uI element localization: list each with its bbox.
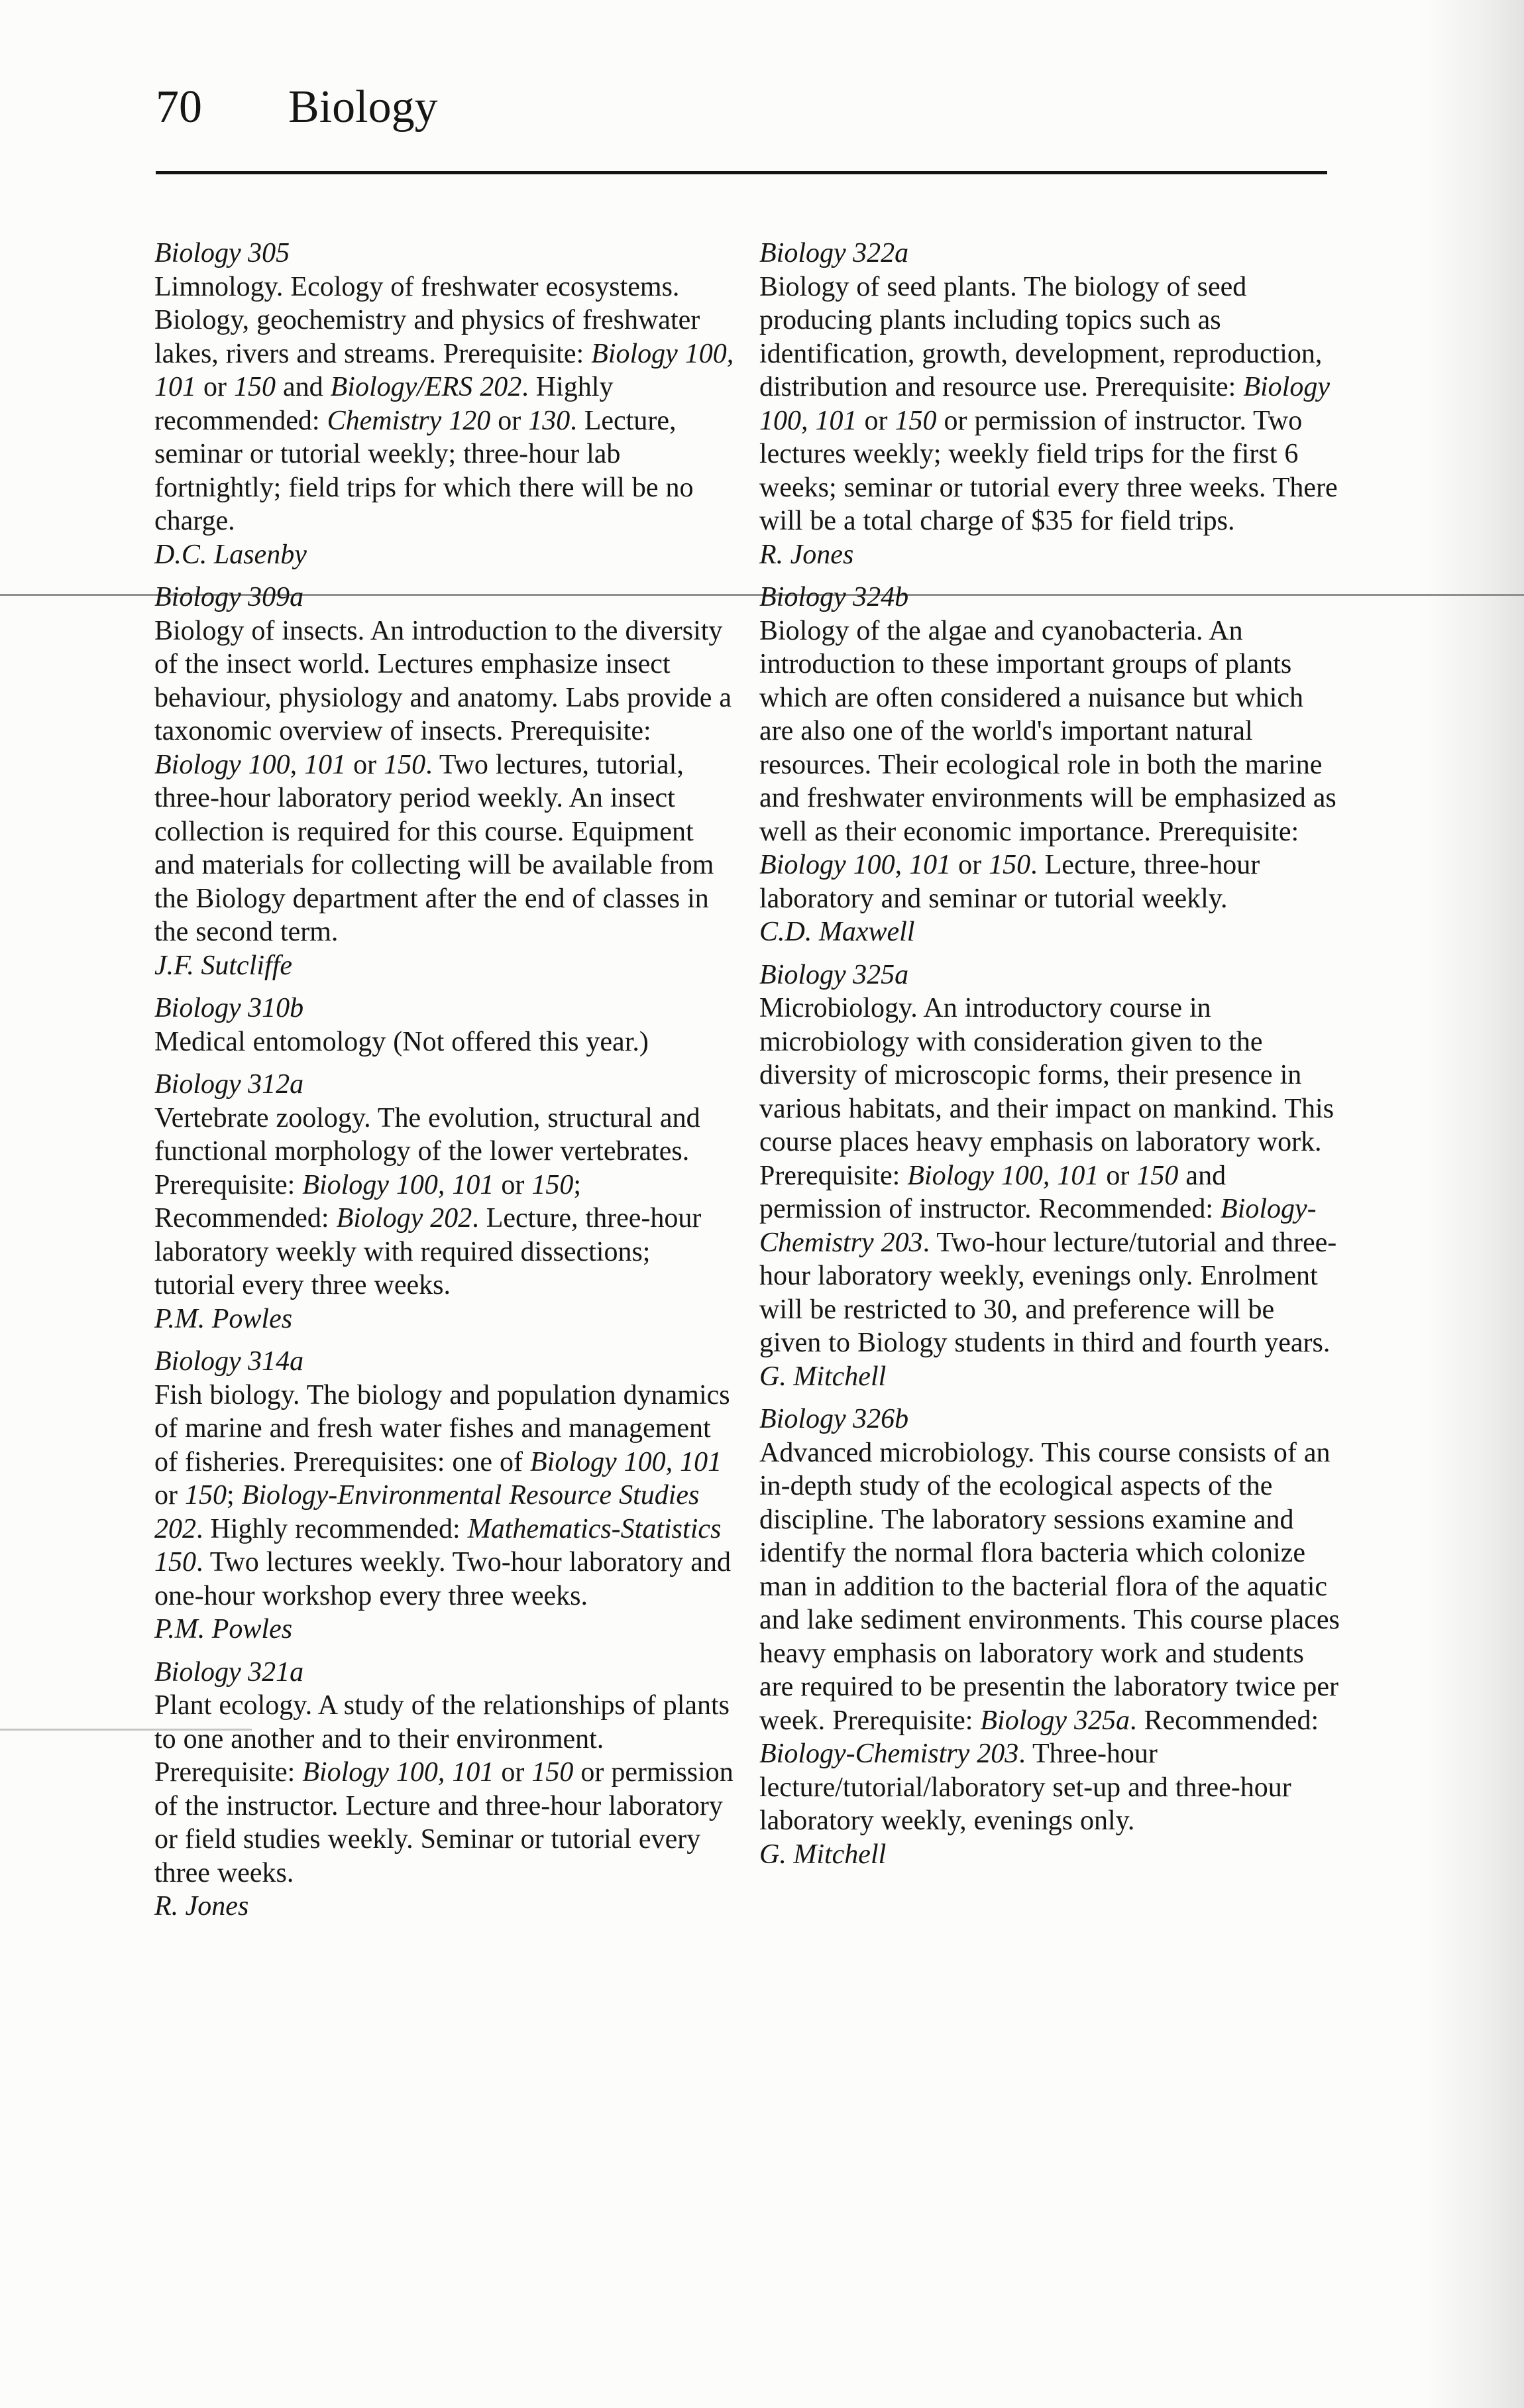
description-text: or: [346, 749, 384, 780]
description-text: . Two lectures, tutorial, three-hour laboratory period weekly. An insect collection is required for this course. Equipment and materials for collecting will be available from the Biology department after the end of classes in the second term.: [154, 749, 714, 947]
description-text: or permission of instructor. Two lectures weekly; weekly field trips for the first 6 weeks; seminar or tutorial every three weeks. There will be a total charge of $35 for field trips.: [759, 405, 1338, 536]
course-reference: Biology 100, 101: [302, 1169, 494, 1200]
description-text: Biology of insects. An introduction to the diversity of the insect world. Lectures emphasize insect behaviour, physiology and anatomy. Labs provide a taxonomic overview of insects. Prerequisite:: [154, 615, 732, 746]
course-code: Biology 326b: [759, 1404, 909, 1434]
left-column: [154, 237, 737, 1933]
description-text: or: [490, 405, 529, 436]
description-text: Vertebrate zoology. The evolution, structural and functional morphology of the lower vertebrates. Prerequisite:: [154, 1102, 700, 1200]
course-instructor: C.D. Maxwell: [759, 917, 915, 947]
course-reference: Biology-Environmental Resource Studies 202: [154, 1480, 700, 1544]
description-text: . Highly recommended:: [196, 1513, 468, 1544]
description-text: Biology of seed plants. The biology of seed producing plants including topics such as identification, growth, development, reproduction, distribution and resource use. Prerequisite:: [759, 271, 1323, 402]
page-edge-shadow: [1425, 0, 1524, 2408]
description-text: Fish biology. The biology and population dynamics of marine and fresh water fishes and management of fisheries. Prerequisites: one of: [154, 1379, 730, 1477]
course-reference: 150: [989, 850, 1031, 880]
course-description: [759, 1436, 1342, 1838]
course-description: [154, 1102, 737, 1302]
description-text: Plant ecology. A study of the relationships of plants to one another and to their environment. Prerequisite:: [154, 1690, 730, 1788]
header-rule: [156, 171, 1327, 174]
description-text: . Lecture, seminar or tutorial weekly; three-hour lab fortnightly; field trips for which there will be no charge.: [154, 405, 694, 536]
course-reference: 150: [1136, 1160, 1179, 1191]
course-reference: Chemistry 120: [327, 405, 491, 436]
course-reference: 150: [185, 1480, 227, 1511]
description-text: or: [951, 850, 989, 880]
description-text: Biology of the algae and cyanobacteria. An introduction to these important groups of plants which are often considered a nuisance but which are also one of the world's important natural resources. Their ecological role in both the marine and freshwater environments will be emphasized as well as their economic importance. Prerequisite:: [759, 615, 1336, 847]
course-reference: Biology 100, 101: [302, 1757, 494, 1788]
course-reference: Biology 100, 101: [154, 338, 734, 402]
page-number: 70: [156, 82, 202, 133]
course-entry: [759, 1403, 1342, 1871]
course-reference: Biology/ERS 202: [330, 372, 522, 402]
course-entry: [154, 237, 737, 571]
course-code: Biology 310b: [154, 993, 304, 1023]
course-reference: Biology-Chemistry 203: [759, 1739, 1019, 1769]
description-text: and permission of instructor. Recommended:: [759, 1160, 1226, 1224]
description-text: . Two lectures weekly. Two-hour laboratory and one-hour workshop every three weeks.: [154, 1547, 731, 1611]
course-entry: [759, 237, 1342, 571]
description-text: or: [494, 1757, 532, 1788]
description-text: . Three-hour lecture/tutorial/laboratory set-up and three-hour laboratory weekly, evenings only.: [759, 1739, 1291, 1836]
course-reference: Biology 100, 101: [759, 372, 1330, 436]
course-description: [154, 270, 737, 538]
course-reference: 150: [531, 1757, 574, 1788]
course-reference: Biology 100, 101: [907, 1160, 1099, 1191]
course-entry: [759, 581, 1342, 949]
course-code: Biology 305: [154, 238, 290, 268]
course-entry: [154, 1345, 737, 1646]
course-code: Biology 312a: [154, 1069, 304, 1100]
course-instructor: D.C. Lasenby: [154, 539, 307, 570]
course-description: [154, 614, 737, 949]
course-entry: [154, 1068, 737, 1336]
course-reference: Biology 100, 101: [154, 749, 347, 780]
course-description: [759, 614, 1342, 916]
course-instructor: J.F. Sutcliffe: [154, 950, 293, 981]
course-reference: 150: [384, 749, 426, 780]
description-text: or permission of the instructor. Lecture and three-hour laboratory or field studies weekly. Seminar or tutorial every three weeks.: [154, 1757, 734, 1888]
course-code: Biology 325a: [759, 959, 909, 990]
course-entry: [154, 992, 737, 1059]
description-text: . Lecture, three-hour laboratory and seminar or tutorial weekly.: [759, 850, 1260, 914]
course-reference: 150: [895, 405, 937, 436]
course-reference: Biology 325a: [980, 1705, 1130, 1736]
course-reference: 150: [531, 1169, 574, 1200]
page-title: Biology: [288, 82, 438, 133]
description-text: Limnology. Ecology of freshwater ecosystems. Biology, geochemistry and physics of freshwater lakes, rivers and streams. Prerequisite:: [154, 271, 700, 369]
course-instructor: G. Mitchell: [759, 1361, 887, 1392]
description-text: or: [857, 405, 895, 436]
course-entry: [154, 581, 737, 982]
course-reference: Mathematics-Statistics 150: [154, 1513, 722, 1577]
description-text: Microbiology. An introductory course in microbiology with consideration given to the diversity of microscopic forms, their presence in various habitats, and their impact on mankind. This course places heavy emphasis on laboratory work. Prerequisite:: [759, 993, 1334, 1191]
description-text: Advanced microbiology. This course consists of an in-depth study of the ecological aspects of the discipline. The laboratory sessions examine and identify the normal flora bacteria which colonize man in addition to the bacterial flora of the aquatic and lake sediment environments. This course places heavy emphasis on laboratory work and students are required to be presentin the laboratory twice per week. Prerequisite:: [759, 1437, 1340, 1736]
description-text: and: [276, 372, 331, 402]
course-instructor: R. Jones: [759, 539, 854, 570]
description-text: ;: [227, 1480, 242, 1511]
description-text: or: [494, 1169, 532, 1200]
course-instructor: R. Jones: [154, 1891, 249, 1921]
description-text: or: [196, 372, 234, 402]
description-text: . Recommended:: [1130, 1705, 1319, 1736]
description-text: Medical entomology (Not offered this year.): [154, 1026, 649, 1057]
course-reference: Biology-Chemistry 203: [759, 1194, 1317, 1258]
course-description: [759, 992, 1342, 1360]
course-code: Biology 324b: [759, 582, 909, 612]
description-text: . Lecture, three-hour laboratory weekly with required dissections; tutorial every three weeks.: [154, 1203, 702, 1300]
course-reference: Biology 202: [336, 1203, 472, 1233]
course-reference: Biology 100, 101: [530, 1446, 722, 1477]
course-code: Biology 322a: [759, 238, 909, 268]
course-description: [154, 1689, 737, 1890]
course-reference: Biology 100, 101: [759, 850, 952, 880]
course-instructor: P.M. Powles: [154, 1614, 293, 1644]
course-entry: [759, 958, 1342, 1394]
course-description: [154, 1379, 737, 1613]
right-column: [759, 237, 1342, 1880]
page-header: [156, 74, 438, 141]
course-code: Biology 321a: [154, 1656, 304, 1688]
course-code: Biology 314a: [154, 1346, 304, 1377]
course-description: [154, 1025, 737, 1059]
description-text: . Highly recommended:: [154, 372, 614, 436]
description-text: ; Recommended:: [154, 1169, 582, 1233]
description-text: or: [1099, 1160, 1137, 1191]
description-text: . Two-hour lecture/tutorial and three-hour laboratory weekly, evenings only. Enrolment will be restricted to 30, and preference will be given to Biology students in third and fourth years.: [759, 1227, 1337, 1358]
course-reference: 150: [234, 372, 276, 402]
description-text: or: [154, 1480, 185, 1511]
course-instructor: P.M. Powles: [154, 1303, 293, 1334]
course-instructor: G. Mitchell: [759, 1839, 887, 1870]
course-entry: [154, 1656, 737, 1923]
course-description: [759, 270, 1342, 538]
course-reference: 130: [528, 405, 571, 436]
course-code: Biology 309a: [154, 582, 304, 612]
